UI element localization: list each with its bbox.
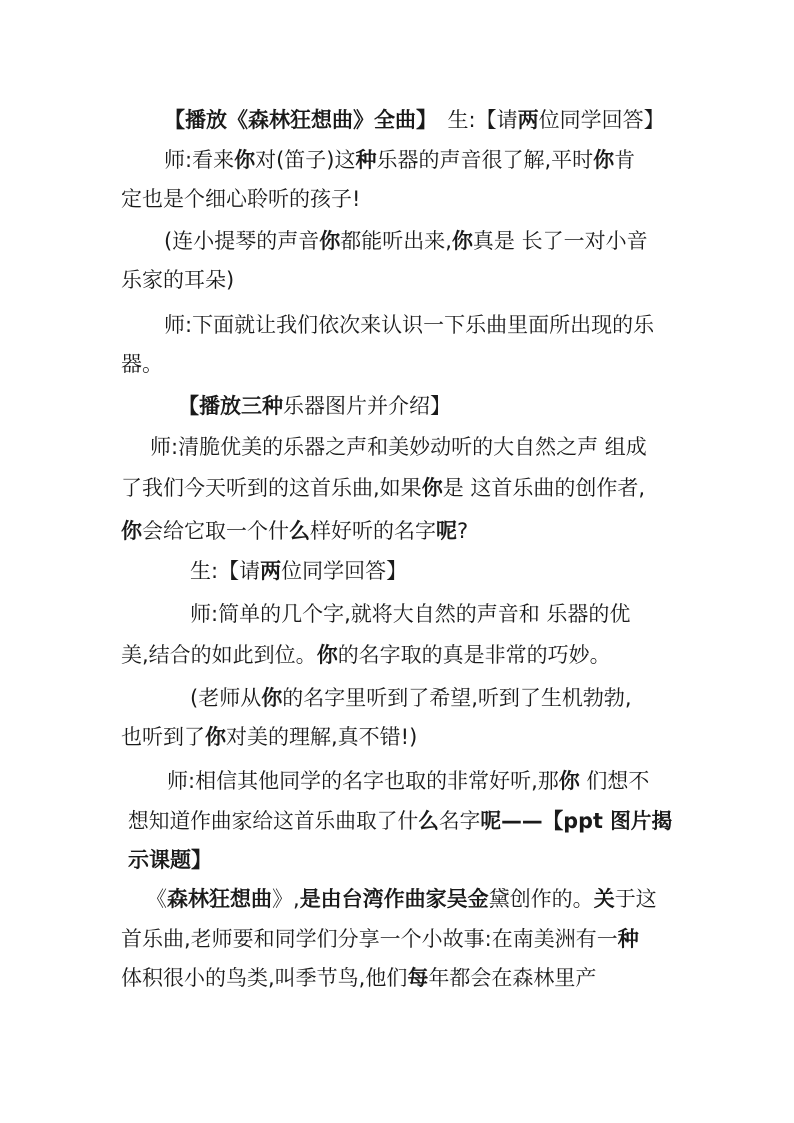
text-line bbox=[128, 807, 672, 835]
text-run: 乐器图片并介绍】 bbox=[283, 394, 451, 418]
text-run: 乐家的耳朵) bbox=[121, 268, 235, 292]
text-run: 的名字取的真是非常的巧妙。 bbox=[337, 643, 611, 667]
text-run: 生:【请 bbox=[426, 108, 518, 132]
text-line bbox=[190, 557, 407, 585]
bold-text-run: 呢 bbox=[480, 809, 502, 833]
text-run: 乐器的声音很了解,平时 bbox=[376, 148, 594, 172]
text-run: 会给它取一个什 bbox=[142, 519, 289, 543]
text-line bbox=[121, 925, 639, 953]
text-run: 的名字里听到了希望,听到了生机勃勃, bbox=[282, 686, 632, 710]
text-run: 师:下面就让我们依次来认识一下乐曲里面所出现的乐 bbox=[164, 313, 655, 337]
text-run: 真是 长了一对小音 bbox=[472, 229, 648, 253]
text-run: 师:简单的几个字,就将大自然的声音和 乐器的优 bbox=[190, 602, 631, 626]
text-line bbox=[121, 517, 468, 545]
text-run: 样好听的名字 bbox=[310, 519, 436, 543]
bold-text-run: 森林狂想曲 bbox=[167, 887, 272, 911]
text-run: 位同学回答】 bbox=[281, 559, 408, 583]
bold-text-run: 你 bbox=[451, 229, 473, 253]
bold-text-run: 么 bbox=[289, 519, 310, 543]
bold-text-run: 你 bbox=[316, 643, 338, 667]
text-run: 师:相信其他同学的名字也取的非常好听,那 bbox=[167, 769, 559, 793]
text-run: 体积很小的鸟类,叫季节鸟,他们 bbox=[121, 966, 408, 990]
text-run: 对美的理解,真不错!) bbox=[226, 725, 418, 749]
text-run: 肯 bbox=[614, 148, 636, 172]
text-line bbox=[164, 227, 648, 255]
text-run: 美,结合的如此到位。 bbox=[121, 643, 317, 667]
text-run: 创作的。 bbox=[509, 887, 594, 911]
text-run: 师:清脆优美的乐器之声和美妙动听的大自然之声 组成 bbox=[150, 435, 647, 459]
bold-text-run: 么 bbox=[418, 809, 439, 833]
text-run: 黛 bbox=[488, 887, 510, 911]
text-run: 生:【请 bbox=[190, 559, 261, 583]
text-line bbox=[190, 600, 630, 628]
text-run: 也听到了 bbox=[121, 725, 205, 749]
text-run: 了我们今天听到的这首乐曲,如果 bbox=[121, 476, 422, 500]
bold-text-run: 是由台湾作曲家吴金 bbox=[299, 887, 489, 911]
bold-text-run: 你 bbox=[205, 725, 226, 749]
bold-text-run: 你 bbox=[558, 769, 580, 793]
bold-text-run: 你 bbox=[421, 476, 443, 500]
bold-text-run: ——【ppt 图片 bbox=[501, 809, 652, 833]
text-run: ? bbox=[457, 519, 469, 543]
text-line bbox=[190, 684, 632, 712]
bold-text-run: 【播放三 bbox=[178, 394, 262, 418]
bold-text-run: 你 bbox=[234, 148, 256, 172]
bold-text-run: 种 bbox=[617, 927, 639, 951]
bold-text-run: 两 bbox=[260, 559, 282, 583]
text-run: 名字 bbox=[438, 809, 481, 833]
text-line bbox=[178, 392, 451, 420]
bold-text-run: 每 bbox=[407, 966, 429, 990]
text-run: 们想不 bbox=[579, 769, 650, 793]
text-line bbox=[121, 266, 234, 294]
text-run: 》, bbox=[272, 887, 300, 911]
text-run: 定也是个细心聆听的孩子! bbox=[121, 187, 361, 211]
text-run: 师:看来 bbox=[164, 148, 235, 172]
bold-text-run: 种 bbox=[262, 394, 283, 418]
bold-text-run: 你 bbox=[121, 519, 142, 543]
text-line bbox=[121, 964, 596, 992]
bold-text-run: 你 bbox=[593, 148, 615, 172]
text-run: (连小提琴的声音 bbox=[164, 229, 320, 253]
text-run: 都能听出来, bbox=[340, 229, 452, 253]
bold-text-run: 呢 bbox=[436, 519, 457, 543]
text-run: 器。 bbox=[121, 352, 163, 376]
bold-text-run: 【播放《森林狂想曲》全曲】 bbox=[164, 108, 427, 132]
text-run: (老师从 bbox=[190, 686, 262, 710]
bold-text-run: 示课题】 bbox=[128, 848, 212, 872]
text-run: 《 bbox=[146, 887, 167, 911]
text-line bbox=[164, 311, 654, 339]
text-line bbox=[121, 474, 645, 502]
text-line bbox=[146, 885, 657, 913]
text-run: 年都会在森林里产 bbox=[428, 966, 597, 990]
bold-text-run: 种 bbox=[355, 148, 377, 172]
text-run: 对(笛子)这 bbox=[255, 148, 356, 172]
text-run: 是 这首乐曲的创作者, bbox=[442, 476, 646, 500]
text-line bbox=[128, 846, 212, 874]
text-line bbox=[150, 433, 647, 461]
bold-text-run: 你 bbox=[319, 229, 341, 253]
text-line bbox=[121, 641, 611, 669]
text-run: 首乐曲,老师要和同学们分享一个小故事:在南美洲有一 bbox=[121, 927, 618, 951]
text-line bbox=[121, 185, 360, 213]
text-run: 想知道作曲家给这首乐曲取了什 bbox=[128, 809, 419, 833]
bold-text-run: 揭 bbox=[651, 809, 673, 833]
text-line bbox=[121, 723, 417, 751]
text-line bbox=[167, 767, 649, 795]
text-line bbox=[121, 350, 163, 378]
bold-text-run: 两 bbox=[517, 108, 539, 132]
text-run: 位同学回答】 bbox=[538, 108, 665, 132]
bold-text-run: 关 bbox=[593, 887, 615, 911]
text-run: 于这 bbox=[614, 887, 657, 911]
text-line bbox=[164, 106, 665, 134]
text-line bbox=[164, 146, 635, 174]
bold-text-run: 你 bbox=[261, 686, 283, 710]
